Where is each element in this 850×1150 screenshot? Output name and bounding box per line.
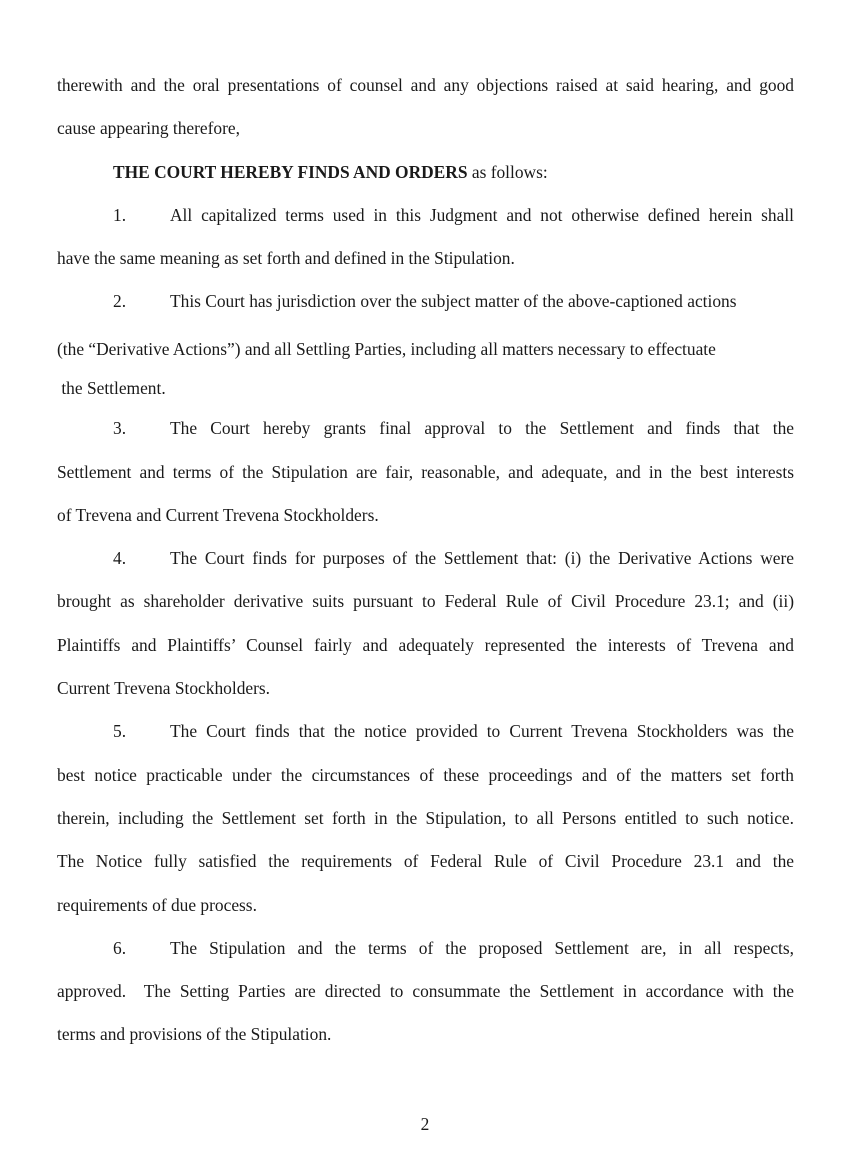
paragraph-5-first-line: [113, 721, 794, 742]
paragraph-2-first-line: [113, 291, 737, 312]
paragraph-number: 6.: [113, 938, 127, 958]
paragraph-5-line-5: requirements of due process.: [57, 895, 257, 915]
page-number: 2: [420, 1114, 430, 1134]
paragraph-text: All capitalized terms used in this Judgment and not otherwise defined herein shall: [170, 205, 794, 225]
paragraph-number: 1.: [113, 205, 127, 225]
paragraph-3-line-2: Settlement and terms of the Stipulation are fair, reasonable, and adequate, and in the best interests: [57, 462, 794, 482]
paragraph-4-line-4: Current Trevena Stockholders.: [57, 678, 271, 698]
paragraph-number: 5.: [113, 721, 127, 741]
opening-line-1: therewith and the oral presentations of counsel and any objections raised at said hearing, and good: [57, 75, 794, 95]
paragraph-5-line-4: The Notice fully satisfied the requirements of Federal Rule of Civil Procedure 23.1 and the: [57, 851, 794, 871]
paragraph-text: The Court hereby grants final approval to the Settlement and finds that the: [170, 418, 794, 438]
paragraph-5-line-3: therein, including the Settlement set forth in the Stipulation, to all Persons entitled to such notice.: [57, 808, 794, 828]
opening-line-2: cause appearing therefore,: [57, 118, 240, 138]
paragraph-text: The Court finds that the notice provided to Current Trevena Stockholders was the: [170, 721, 794, 741]
heading-rest: as follows:: [467, 162, 548, 182]
paragraph-2-line-3: the Settlement.: [57, 378, 166, 398]
paragraph-number: 4.: [113, 548, 127, 568]
paragraph-text: This Court has jurisdiction over the subject matter of the above-captioned actions: [170, 291, 737, 311]
paragraph-1-first-line: [113, 205, 794, 226]
paragraph-1-line-2: have the same meaning as set forth and defined in the Stipulation.: [57, 248, 515, 268]
heading-bold: THE COURT HEREBY FINDS AND ORDERS: [113, 162, 468, 182]
paragraph-text: The Court finds for purposes of the Settlement that: (i) the Derivative Actions were: [170, 548, 794, 568]
section-heading: [113, 162, 548, 183]
paragraph-2-line-2: (the “Derivative Actions”) and all Settling Parties, including all matters necessary to effectuate: [57, 339, 716, 359]
paragraph-text: The Stipulation and the terms of the proposed Settlement are, in all respects,: [170, 938, 794, 958]
paragraph-6-line-3: terms and provisions of the Stipulation.: [57, 1024, 332, 1044]
paragraph-5-line-2: best notice practicable under the circumstances of these proceedings and of the matters set forth: [57, 765, 794, 785]
paragraph-4-line-3: Plaintiffs and Plaintiffs’ Counsel fairly and adequately represented the interests of Trevena and: [57, 635, 794, 655]
paragraph-6-first-line: [113, 938, 794, 959]
paragraph-3-first-line: [113, 418, 794, 439]
paragraph-4-first-line: [113, 548, 794, 569]
paragraph-6-line-2: approved. The Setting Parties are directed to consummate the Settlement in accordance with the: [57, 981, 794, 1001]
paragraph-number: 3.: [113, 418, 127, 438]
paragraph-4-line-2: brought as shareholder derivative suits pursuant to Federal Rule of Civil Procedure 23.1; and (ii): [57, 591, 794, 611]
paragraph-3-line-3: of Trevena and Current Trevena Stockholders.: [57, 505, 379, 525]
paragraph-number: 2.: [113, 291, 127, 311]
